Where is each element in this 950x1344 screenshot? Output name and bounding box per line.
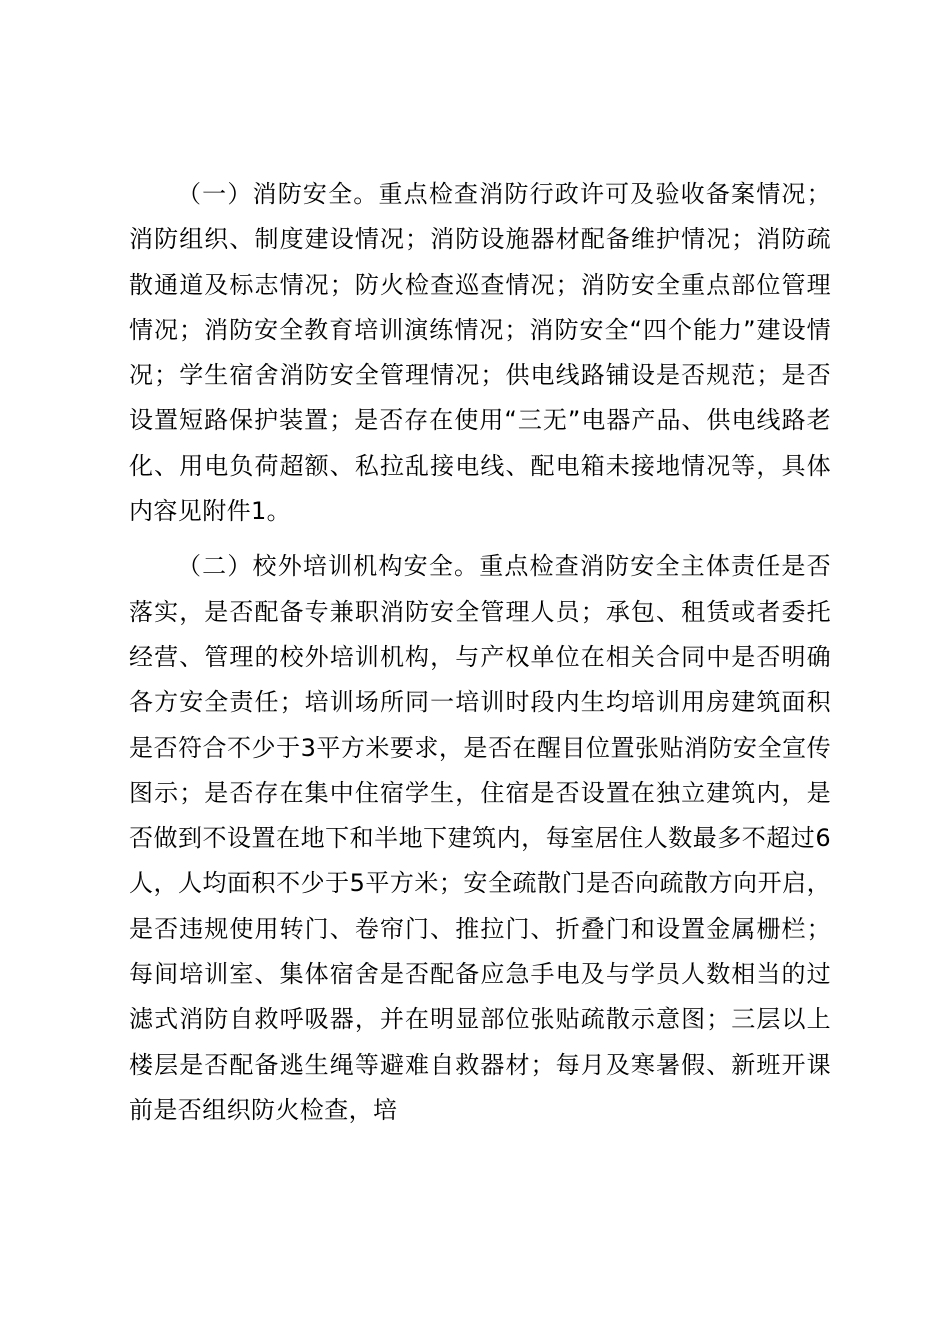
paragraph-fire-safety: （一）消防安全。重点检查消防行政许可及验收备案情况；消防组织、制度建设情况；消防设施器材配备维护情况；消防疏散通道及标志情况；防火检查巡查情况；消防安全重点部位管理情况；消防安全教育培训演练情况；消防安全“四个能力”建设情况；学生宿舍消防安全管理情况；供电线路铺设是否规范；是否设置短路保护装置；是否存在使用“三无”电器产品、供电线路老化、用电负荷超额、私拉乱接电线、配电箱未接地情况等，具体内容见附件1。: [129, 180, 831, 526]
document-body: [129, 172, 831, 1133]
paragraph-training-institution-safety: （二）校外培训机构安全。重点检查消防安全主体责任是否落实，是否配备专兼职消防安全管理人员；承包、租赁或者委托经营、管理的校外培训机构，与产权单位在相关合同中是否明确各方安全责任；培训场所同一培训时段内生均培训用房建筑面积是否符合不少于3平方米要求，是否在醒目位置张贴消防安全宣传图示；是否存在集中住宿学生，住宿是否设置在独立建筑内，是否做到不设置在地下和半地下建筑内，每室居住人数最多不超过6人，人均面积不少于5平方米；安全疏散门是否向疏散方向开启，是否违规使用转门、卷帘门、推拉门、折叠门和设置金属栅栏；每间培训室、集体宿舍是否配备应急手电及与学员人数相当的过滤式消防自救呼吸器，并在明显部位张贴疏散示意图；三层以上楼层是否配备逃生绳等避难自救器材；每月及寒暑假、新班开课前是否组织防火检查，培: [129, 552, 831, 1124]
